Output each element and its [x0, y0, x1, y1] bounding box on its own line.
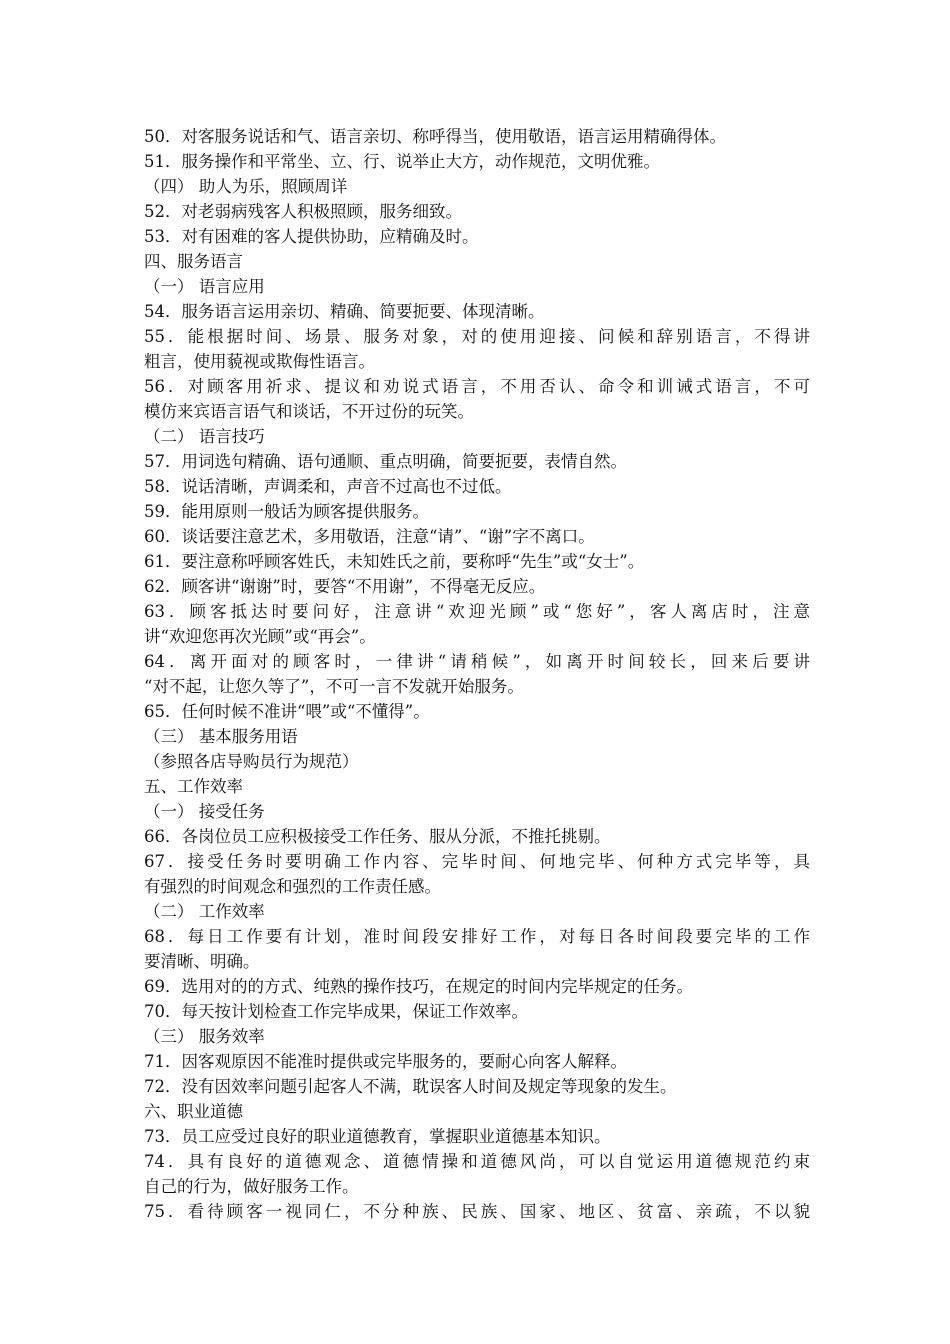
text-line: 五、工作效率 [144, 777, 243, 796]
text-line: （二） 语言技巧 [144, 427, 265, 446]
text-line: 讲“欢迎您再次光顾”或“再会”。 [144, 627, 376, 646]
text-line: 64．离开面对的顾客时，一律讲“请稍候”，如离开时间较长，回来后要讲 [144, 652, 810, 671]
text-line: 72．没有因效率问题引起客人不满，耽误客人时间及规定等现象的发生。 [144, 1077, 677, 1096]
text-line: 74．具有良好的道德观念、道德情操和道德风尚，可以自觉运用道德规范约束 [144, 1152, 810, 1171]
text-line: 53．对有困难的客人提供协助，应精确及时。 [144, 227, 479, 246]
text-line: 六、职业道德 [144, 1102, 243, 1121]
document-page [144, 124, 810, 1224]
text-line: （四） 助人为乐，照顾周详 [144, 177, 348, 196]
text-line: 69．选用对的的方式、纯熟的操作技巧，在规定的时间内完毕规定的任务。 [144, 977, 693, 996]
text-line: 62．顾客讲“谢谢”时，要答“不用谢”，不得毫无反应。 [144, 577, 546, 596]
text-line: 54．服务语言运用亲切、精确、简要扼要、体现清晰。 [144, 302, 545, 321]
text-line: 71．因客观原因不能准时提供或完毕服务的，要耐心向客人解释。 [144, 1052, 627, 1071]
text-line: 70．每天按计划检查工作完毕成果，保证工作效率。 [144, 1002, 528, 1021]
text-line: 67．接受任务时要明确工作内容、完毕时间、何地完毕、何种方式完毕等，具 [144, 852, 810, 871]
text-line: 58．说话清晰，声调柔和，声音不过高也不过低。 [144, 477, 512, 496]
text-line: 57．用词选句精确、语句通顺、重点明确，简要扼要，表情自然。 [144, 452, 627, 471]
text-line: 55．能根据时间、场景、服务对象，对的使用迎接、问候和辞别语言，不得讲 [144, 327, 810, 346]
text-line: 51．服务操作和平常坐、立、行、说举止大方，动作规范，文明优雅。 [144, 152, 660, 171]
text-line: “对不起，让您久等了”，不可一言不发就开始服务。 [144, 677, 524, 696]
text-line: 自己的行为，做好服务工作。 [144, 1177, 359, 1196]
text-line: （一） 接受任务 [144, 802, 265, 821]
text-line: 66．各岗位员工应积极接受工作任务、服从分派，不推托挑剔。 [144, 827, 611, 846]
text-line: 要清晰、明确。 [144, 952, 260, 971]
text-line: 60．谈话要注意艺术，多用敬语，注意“请”、“谢”字不离口。 [144, 527, 595, 546]
text-line: （三） 服务效率 [144, 1027, 265, 1046]
text-line: 粗言，使用藐视或欺侮性语言。 [144, 352, 375, 371]
text-line: 模仿来宾语言语气和谈话，不开过份的玩笑。 [144, 402, 474, 421]
text-line: 73．员工应受过良好的职业道德教育，掌握职业道德基本知识。 [144, 1127, 611, 1146]
text-line: 65．任何时候不准讲“喂”或“不懂得”。 [144, 702, 430, 721]
text-line: 50．对客服务说话和气、语言亲切、称呼得当，使用敬语，语言运用精确得体。 [144, 127, 726, 146]
text-line: 四、服务语言 [144, 252, 243, 271]
text-line: （一） 语言应用 [144, 277, 265, 296]
text-line: 有强烈的时间观念和强烈的工作责任感。 [144, 877, 441, 896]
text-line: 63．顾客抵达时要问好，注意讲“欢迎光顾”或“您好”，客人离店时，注意 [144, 602, 810, 621]
text-line: （二） 工作效率 [144, 902, 265, 921]
text-line: （参照各店导购员行为规范） [144, 752, 359, 771]
text-line: 52．对老弱病残客人积极照顾，服务细致。 [144, 202, 462, 221]
text-line: （三） 基本服务用语 [144, 727, 298, 746]
text-line: 59．能用原则一般话为顾客提供服务。 [144, 502, 429, 521]
text-line: 75．看待顾客一视同仁，不分种族、民族、国家、地区、贫富、亲疏，不以貌 [144, 1202, 810, 1221]
text-line: 68．每日工作要有计划，准时间段安排好工作，对每日各时间段要完毕的工作 [144, 927, 810, 946]
text-line: 56．对顾客用祈求、提议和劝说式语言，不用否认、命令和训诫式语言，不可 [144, 377, 810, 396]
text-line: 61．要注意称呼顾客姓氏，未知姓氏之前，要称呼“先生”或“女士”。 [144, 552, 645, 571]
